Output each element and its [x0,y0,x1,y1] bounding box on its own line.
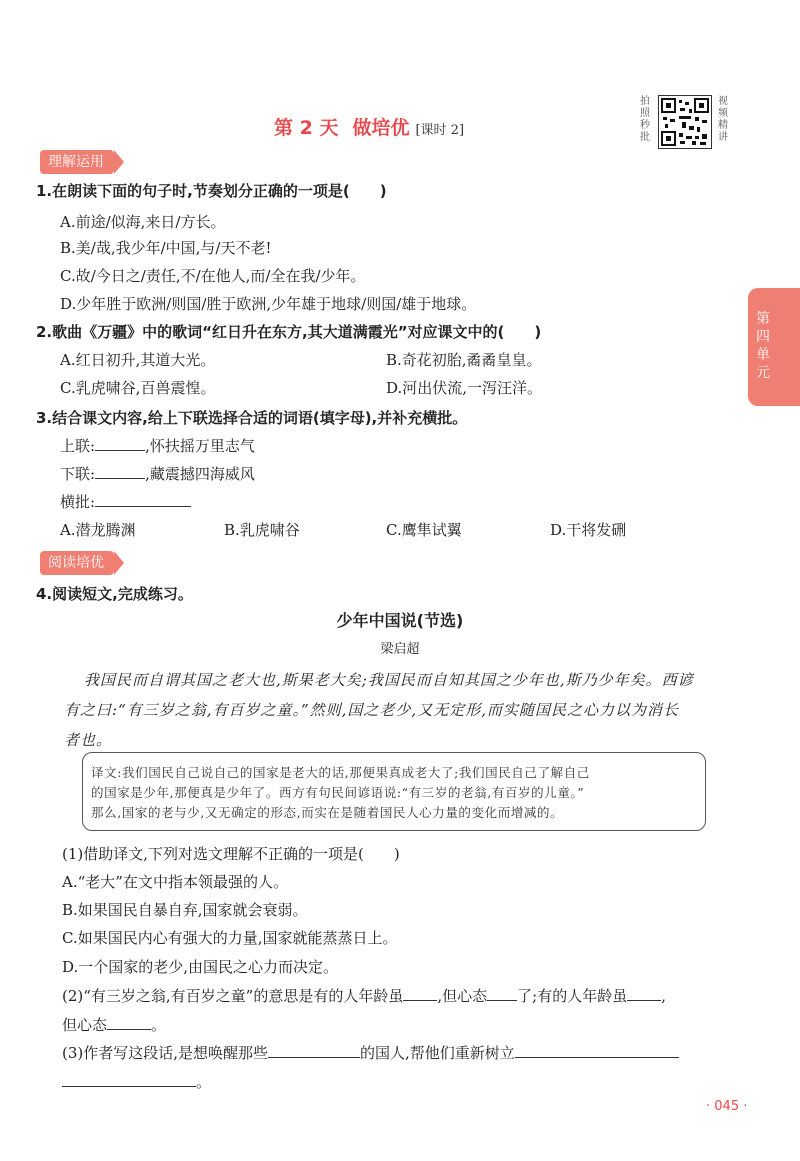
q4-sub2-blank-2[interactable] [487,986,517,1001]
q3-lower-blank[interactable] [95,464,145,479]
passage-line-1: 我国民而自谓其国之老大也,斯果老大矣;我国民而自知其国之少年也,斯乃少年矣。西谚 [84,671,694,689]
q3-heng-label: 横批: [60,493,96,511]
q4-sub2-part2: ,但心态 [437,987,488,1005]
q4-sub2-line-2 [62,1014,166,1036]
translation-line-2: 的国家是少年,那便真是少年了。西方有句民间谚语说:“有三岁的老翁,有百岁的儿童。” [91,785,585,800]
q4-sub3-part2: 的国人,帮他们重新树立 [360,1044,515,1062]
q1-option-b: B.美/哉,我少年/中国,与/天不老! [60,239,272,257]
q1-stem: 1.在朗读下面的句子时,节奏划分正确的一项是( ) [36,182,387,200]
q4-sub2-line-1 [62,985,666,1007]
q4-sub1-option-c: C.如果国民内心有强大的力量,国家就能蒸蒸日上。 [62,929,398,947]
q2-option-a: A.红日初升,其道大光。 [60,351,216,369]
q3-option-a: A.潜龙腾渊 [60,521,136,539]
page-header [274,113,464,145]
q3-lower-text: ,藏震撼四海威风 [145,465,255,483]
q3-upper-text: ,怀扶摇万里志气 [145,437,255,455]
q4-stem: 4.阅读短文,完成练习。 [36,585,193,603]
q4-sub1-option-d: D.一个国家的老少,由国民之心力而决定。 [62,958,339,976]
q4-sub3-line-1 [62,1042,679,1064]
q4-sub2-blank-4[interactable] [107,1015,151,1030]
passage-line-2: 有之曰:“有三岁之翁,有百岁之童。”然则,国之老少,又无定形,而实随国民之心力以为消长 [64,701,679,719]
article-title: 少年中国说(节选) [336,611,464,630]
q4-sub1-option-a: A.“老大”在文中指本领最强的人。 [62,873,288,891]
q4-sub2-part6: 。 [151,1016,167,1034]
page-number [706,1099,747,1114]
section-badge-read: 阅读培优 [40,551,114,575]
passage-line-3: 者也。 [64,731,113,749]
qr-right-caption: 视频精讲 [718,96,728,143]
q4-sub2-blank-3[interactable] [627,986,661,1001]
q4-sub3-blank-2[interactable] [515,1043,679,1058]
q3-heng-blank[interactable] [95,492,191,507]
day-label: 第 2 天 [274,117,339,139]
article-author: 梁启超 [380,642,420,657]
q4-sub3-part3: 。 [196,1073,212,1091]
q3-option-b: B.乳虎啸谷 [224,521,300,539]
qr-left-caption: 拍照秒批 [640,96,650,143]
q4-sub2-part1: (2)“有三岁之翁,有百岁之童”的意思是有的人年龄虽 [62,987,404,1005]
q3-lower-line [60,463,255,485]
q4-sub3-blank-3[interactable] [62,1072,196,1087]
q3-heng-line [60,491,191,513]
q4-sub2-part5: 但心态 [62,1016,108,1034]
page-number-dot-left: · [706,1099,711,1114]
q2-option-d: D.河出伏流,一泻汪洋。 [386,379,543,397]
q4-sub2-part4: , [661,987,666,1005]
q4-sub3-line-2 [62,1071,211,1093]
q3-stem: 3.结合课文内容,给上下联选择合适的词语(填字母),并补充横批。 [36,409,468,427]
translation-box [82,752,706,831]
translation-line-1: 译文:我们国民自己说自己的国家是老大的话,那便果真成老大了;我们国民自己了解自己 [91,765,590,780]
page-number-text: 045 [714,1099,740,1114]
q4-sub1-option-b: B.如果国民自暴自弃,国家就会衰弱。 [62,901,308,919]
q3-option-c: C.鹰隼试翼 [386,521,462,539]
q2-stem: 2.歌曲《万疆》中的歌词“红日升在东方,其大道满霞光”对应课文中的( ) [36,323,542,341]
unit-side-tab[interactable] [748,288,800,406]
q4-sub3-blank-1[interactable] [268,1043,360,1058]
q4-sub1-stem: (1)借助译文,下列对选文理解不正确的一项是( ) [62,845,400,863]
q2-option-c: C.乳虎啸谷,百兽震惶。 [60,379,216,397]
unit-side-tab-label: 第四单元 [756,311,770,381]
lesson-label: [课时 2] [415,123,465,138]
q3-upper-label: 上联: [60,437,96,455]
q4-sub3-part1: (3)作者写这段话,是想唤醒那些 [62,1044,269,1062]
q2-option-b: B.奇花初胎,矞矞皇皇。 [386,351,542,369]
q4-sub2-blank-1[interactable] [403,986,437,1001]
q1-option-a: A.前途/似海,来日/方长。 [60,213,226,231]
q1-option-c: C.故/今日之/责任,不/在他人,而/全在我/少年。 [60,267,366,285]
page-number-dot-right: · [743,1099,748,1114]
qr-block [636,92,736,152]
q3-option-d: D.干将发硎 [550,521,627,539]
page-title: 做培优 [352,117,410,139]
translation-line-3: 那么,国家的老与少,又无确定的形态,而实在是随着国民人心力量的变化而增减的。 [91,805,564,820]
q3-upper-blank[interactable] [95,436,145,451]
q3-lower-label: 下联: [60,465,96,483]
q3-upper-line [60,435,255,457]
q1-option-d: D.少年胜于欧洲/则国/胜于欧洲,少年雄于地球/则国/雄于地球。 [60,295,477,313]
q4-sub2-part3: 了;有的人年龄虽 [517,987,628,1005]
section-badge-understand: 理解运用 [40,150,114,174]
qr-code-icon[interactable] [658,95,712,149]
